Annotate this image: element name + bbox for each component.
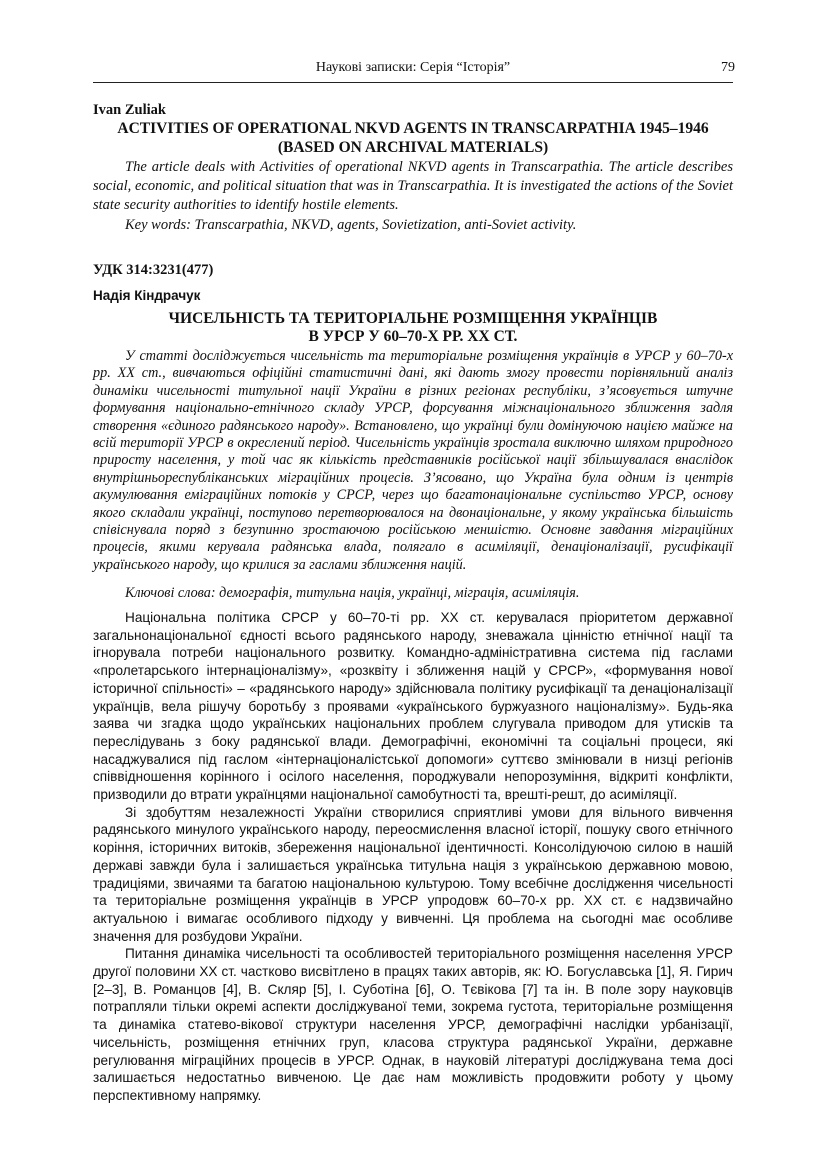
body-paragraph: Питання динаміка чисельності та особливостей територіального розміщення населення УРСР другої половини ХХ ст. частково висвітлено в працях таких авторів, як: Ю. Богуславська [1], Я. Гирич [2–3], В. Романцов [4], В. Скляр [5], І. Суботіна [6], О. Тєвікова [7] та ін. В поле зору науковців потрапляли тільки окремі аспекти досліджуваної теми, зокрема густота, територіальне розміщення та динаміка статево-вікової структури населення УРСР, демографічні наслідки урбанізації, чисельність, розміщення етнічних груп, класова структура радянської України, державне регулювання міграційних процесів в УРСР. Однак, в науковій літературі досліджувана тема досі залишається недостатньо вивченою. Це дає нам можливість продовжити роботу у цьому перспективному напрямку. <box>93 946 733 1103</box>
page-number: 79 <box>721 60 735 75</box>
body-paragraph: Зі здобуттям незалежності України створилися сприятливі умови для вільного вивчення радянського минулого українського народу, переосмислення власної історії, пошуку свого етнічного коріння, історичних витоків, збереження національної ідентичності. Консолідуючою силою в нашій державі завжди була і залишається українська титульна нація з українською державною мовою, традиціями, звичаями та багатою національною культурою. Тому всебічне дослідження чисельності та територіальне розміщення українців в УРСР упродовж 60–70-х рр. ХХ ст. є надзвичайно актуальною і вимагає особливого підходу у вивченні. Ця проблема на сьогодні має особливе значення для розбудови України. <box>93 804 733 944</box>
previous-article-author: Ivan Zuliak <box>93 102 166 118</box>
running-header <box>93 60 733 80</box>
article-author: Надія Кіндрачук <box>93 288 201 303</box>
previous-article-title-line1: ACTIVITIES OF OPERATIONAL NKVD AGENTS IN TRANSCARPATHIA 1945–1946 <box>117 120 709 137</box>
article-title-line1: ЧИСЕЛЬНІСТЬ ТА ТЕРИТОРІАЛЬНЕ РОЗМІЩЕННЯ УКРАЇНЦІВ <box>168 310 658 327</box>
header-rule <box>93 82 733 83</box>
article-title-line2: В УРСР У 60–70-Х РР. ХХ СТ. <box>308 328 518 345</box>
article-title <box>93 310 733 346</box>
previous-article-keywords: Key words: Transcarpathia, NKVD, agents, Sovietization, anti-Soviet activity. <box>125 217 577 233</box>
previous-article-title-line2: (BASED ON ARCHIVAL MATERIALS) <box>277 139 549 156</box>
article-keywords: Ключові слова: демографія, титульна нація, українці, міграція, асиміляція. <box>125 585 580 601</box>
previous-article-abstract: The article deals with Activities of operational NKVD agents in Transcarpathia. The article describes social, economic, and political situation that was in Transcarpathia. It is investigated the actions of the Soviet state security authorities to identify hostile elements. <box>93 159 733 213</box>
body-paragraph: Національна політика СРСР у 60–70-ті рр. ХХ ст. керувалася пріоритетом державної загальнонаціональної єдності всього радянського народу, зневажала цінністю етнічної нації та ігнорувала потреби національного розвитку. Командно-адміністративна система під гаслами «пролетарського інтернаціоналізму», «розквіту і зближення націй у СРСР», «формування нової історичної спільності» – «радянського народу» здійснювала політику русифікації та денаціоналізації українців, вела рішучу боротьбу з проявами «українського буржуазного націоналізму». Будь-яка заява чи згадка щодо українських національних проблем слугувала приводом для утисків та переслідувань з боку радянської влади. Демографічні, економічні та соціальні процеси, які насаджувалися під гаслом «інтернаціоналістської допомоги» суттєво змінювали в низці регіонів співвідношення корінного і осілого населення, породжували непорозуміння, відкриті конфлікти, призводили до втрати українцями національної самобутності та, врешті-решт, до асиміляції. <box>93 610 733 803</box>
journal-title: Наукові записки: Серія “Історія” <box>315 60 511 75</box>
article-abstract: У статті досліджується чисельність та територіальне розміщення українців в УРСР у 60–70-х рр. ХХ ст., вивчаються офіційні статистичні дані, які дають змогу провести порівняльний аналіз динаміки чисельності титульної нації України в різних регіонах республіки, з’ясовується штучне формування національно-етнічного складу УРСР, форсування міжнаціонального зближення задля створення «єдиного радянського народу». Встановлено, що українці були домінуючою нацією майже на всій території УРСР в окреслений період. Чисельність українців зростала виключно шляхом природного приросту населення, у той час як кількість представників російської нації збільшувалася внаслідок внутрішньореспубліканських міграційних процесів. З’ясовано, що Україна була одним із центрів акумулювання еміграційних потоків у СРСР, через що багатонаціональне суспільство УРСР, основу якого складали українці, поступово перетворювалося на двонаціональне, у якому українська більшість співіснувала поряд з безупинно зростаючою російською меншістю. Основне завдання міграційних процесів, якими керувала радянська влада, полягало в асиміляції, денаціоналізації, русифікації українського народу, що крилися за гаслами зближення націй. <box>93 348 733 573</box>
article-body <box>93 609 733 1105</box>
previous-article-title <box>93 119 733 157</box>
udc-code: УДК 314:3231(477) <box>93 262 214 278</box>
